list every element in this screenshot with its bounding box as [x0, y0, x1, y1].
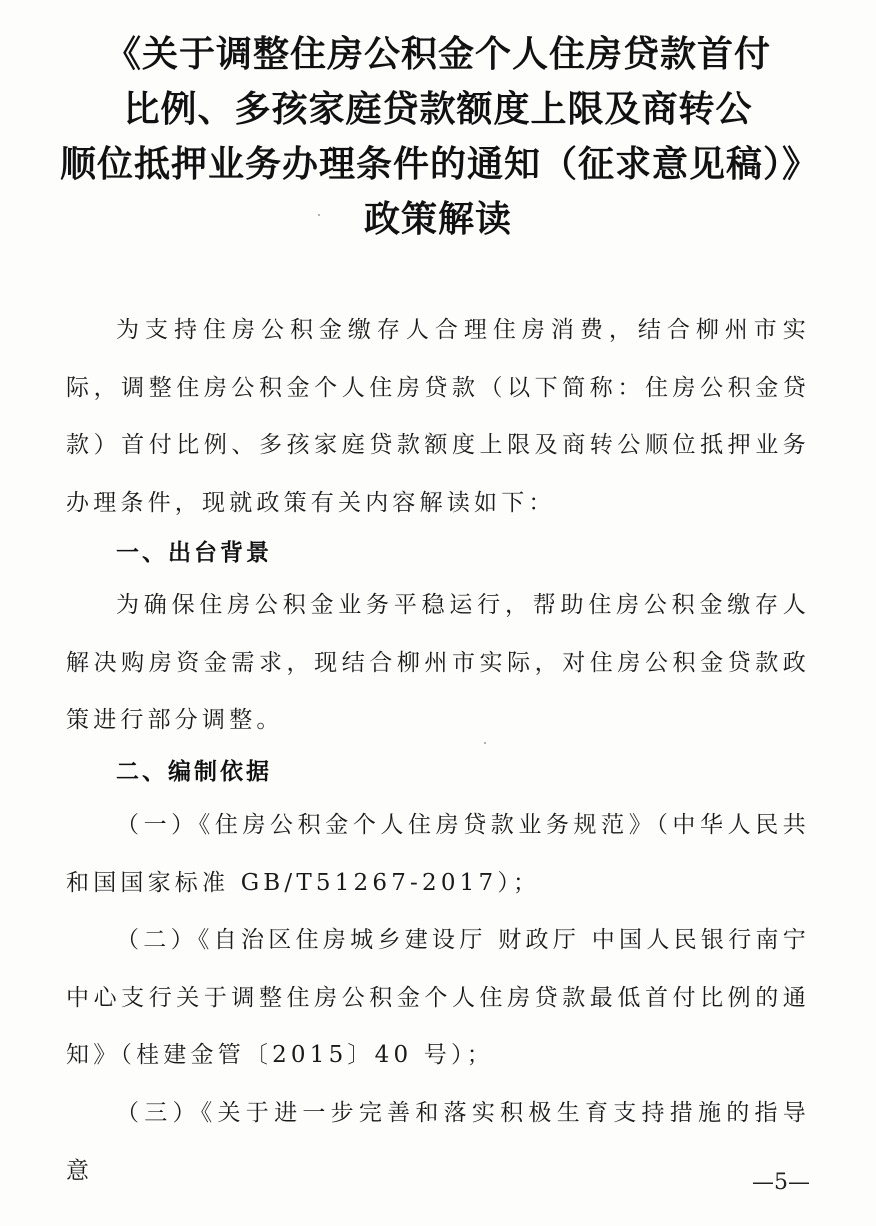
background-paragraph: 为确保住房公积金业务平稳运行，帮助住房公积金缴存人解决购房资金需求，现结合柳州市实际，对住房公积金贷款政策进行部分调整。 [66, 592, 810, 733]
title-line-3: 顺位抵押业务办理条件的通知（征求意见稿）》 [60, 143, 820, 185]
page-number: —5— [752, 1170, 810, 1195]
basis-item-2: （二）《自治区住房城乡建设厅 财政厅 中国人民银行南宁中心支行关于调整住房公积金个人住房贷款最低首付比例的通知》（桂建金管〔2015〕40 号）； [66, 927, 810, 1068]
title-line-4: 政策解读 [363, 198, 512, 240]
basis-item-3: （三）《关于进一步完善和落实积极生育支持措施的指导意 [66, 1100, 810, 1184]
scan-speck [318, 214, 320, 216]
basis-item-1: （一）《住房公积金个人住房贷款业务规范》（中华人民共和国国家标准 GB/T51267-2017）； [66, 812, 810, 896]
intro-paragraph: 为支持住房公积金缴存人合理住房消费，结合柳州市实际，调整住房公积金个人住房贷款（以下简称：住房公积金贷款）首付比例、多孩家庭贷款额度上限及商转公顺位抵押业务办理条件，现就政策有关内容解读如下： [66, 317, 810, 516]
title-line-2: 比例、多孩家庭贷款额度上限及商转公 [123, 88, 753, 130]
title-line-1: 《关于调整住房公积金个人住房贷款首付 [104, 33, 771, 75]
section-heading-basis: 二、编制依据 [116, 759, 272, 785]
scan-speck [484, 742, 486, 744]
section-heading-background: 一、出台背景 [116, 540, 272, 566]
